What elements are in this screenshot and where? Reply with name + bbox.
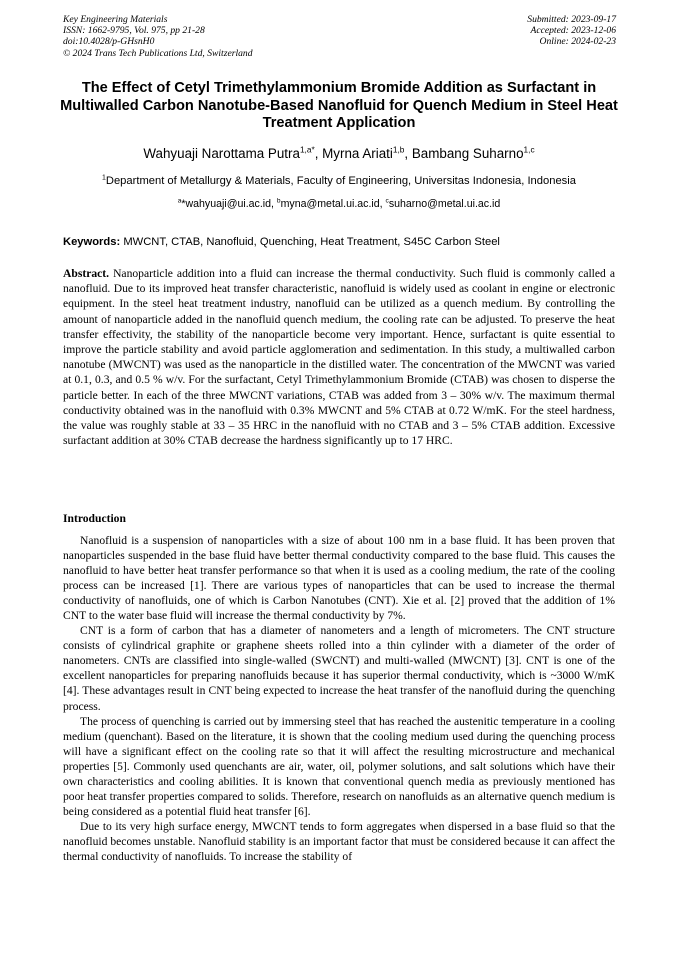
online-date: Online: 2024-02-23: [539, 36, 616, 48]
introduction-body: [63, 533, 615, 864]
author-emails: $^a$*wahyuaji@ui.ac.id, $^b$myna@metal.ui.ac.id, $^c$suharno@metal.ui.ac.id: [177, 197, 501, 210]
submitted-date: Submitted: 2023-09-17: [527, 14, 616, 25]
email-link[interactable]: suharno@metal.ui.ac.id: [388, 198, 501, 210]
journal-doi: doi:10.4028/p-GHsnH0: [63, 36, 155, 48]
author: Wahyuaji Narottama Putra$^{1,a*}$,: [143, 144, 323, 161]
author: Bambang Suharno$^{1,c}$: [411, 144, 535, 161]
keywords-label: Keywords:: [63, 236, 121, 248]
email-link[interactable]: myna@metal.ui.ac.id: [280, 198, 380, 210]
keywords: [63, 235, 619, 249]
paragraph: CNT is a form of carbon that has a diameter of nanometers and a length of micrometers. The CNT structure consists of cylindrical graphite or graphene sheets rolled into a thin cylinder with a diameter of the order of nanometers. CNTs are classified into single-walled (SWCNT) and multi-walled (MWCNT) [3]. CNT is one of the excellent nanoparticles for preparing nanofluids because it has superior thermal conductivity, which is ~3000 W/mK [4]. These advantages result in CNT being expected to increase the heat transfer of the nanofluid during the quenching process.: [63, 624, 615, 713]
keywords-list: MWCNT, CTAB, Nanofluid, Quenching, Heat Treatment, S45C Carbon Steel: [123, 236, 500, 248]
paragraph: The process of quenching is carried out by immersing steel that has reached the austenitic temperature in a cooling medium (quenchant). Based on the literature, it is shown that the cooling medium used during the quenching process will have a significant effect on the cooling rate so that it will affect the resulting microstructure and mechanical properties [5]. Commonly used quenchants are air, water, oil, polymer solutions, and salt solutions which have their own characteristics and cooling abilities. It is known that conventional quench media as previously mentioned has poor heat transfer properties compared to solids. Therefore, research on nanofluids as an alternative quench medium is being considered as a potential fluid heat transfer [6].: [63, 714, 615, 818]
abstract: [63, 266, 615, 448]
author: Myrna Ariati$^{1,b}$,: [322, 144, 412, 161]
journal-info: [63, 14, 253, 59]
paper-title: The Effect of Cetyl Trimethylammonium Bromide Addition as Surfactant in Multiwalled Carbon Nanotube-Based Nanofluid for Quench Medium in Steel Heat Treatment Application: [60, 80, 618, 132]
section-heading-introduction: Introduction: [63, 512, 126, 525]
abstract-text: Nanoparticle addition into a fluid can increase the thermal conductivity. Such fluid is commonly called a nanofluid. Due to its improved heat transfer characteristic, nanofluid is widely used as coolant in engine or electronic equipment. In the steel heat treatment industry, nanofluid can be utilized as a quench medium. By controlling the amount of nanoparticle added in the nanofluid quench medium, the cooling rate can be adjusted. To preserve the heat transfer effectivity, the stability of the nanoparticle become very important. Hence, surfactant is quite essential to improve the particle stability and avoid particle agglomeration and sedimentation. In this study, a multiwalled carbon nanotube (MWCNT) was used as the nanoparticle in the distilled water. The concentration of the MWCNT was varied at 0.1, 0.3, and 0.5 % w/v. For the surfactant, Cetyl Trimethylammonium Bromide (CTAB) was chosen to disperse the particle better. In each of the three MWCNT variations, CTAB was added from 3 – 30% w/v. The maximum thermal conductivity obtained was in the nanofluid with 0.3% MWCNT and 5% CTAB at 0.72 W/mK. For the steel hardness, the value was roughly stable at 33 – 35 HRC in the nanofluid with no CTAB and 3 – 5% CTAB addition. Excessive surfactant addition at 30% CTAB decrease the hardness significantly up to 17 HRC.: [63, 267, 615, 448]
publication-dates: [527, 14, 616, 48]
abstract-label: Abstract.: [63, 267, 110, 280]
paragraph: Due to its very high surface energy, MWCNT tends to form aggregates when dispersed in a base fluid so that the nanofluid becomes unstable. Nanofluid stability is an important factor that must be considered because it can affect the thermal conductivity of nanofluids. To increase the stability of: [63, 819, 615, 863]
journal-copyright: © 2024 Trans Tech Publications Ltd, Switzerland: [63, 47, 253, 59]
journal-name: Key Engineering Materials: [63, 14, 168, 25]
journal-issn: ISSN: 1662-9795, Vol. 975, pp 21-28: [63, 25, 205, 37]
paragraph: Nanofluid is a suspension of nanoparticles with a size of about 100 nm in a base fluid. It has been proven that nanoparticles suspended in the base fluid have better thermal conductivity compared to the base fluid. This causes the nanofluid to have better heat transfer performance so that when it is used as a cooling medium, the rate of the cooling process can be increased [1]. There are various types of nanoparticles that can be used to increase the thermal conductivity of nanofluids, one of which is Carbon Nanotubes (CNT). Xie et al. [2] proved that the addition of 1% CNT to the water base fluid will increase the thermal conductivity by 7%.: [63, 534, 615, 623]
accepted-date: Accepted: 2023-12-06: [530, 25, 616, 37]
author-list: [40, 146, 638, 162]
affiliation: $^1$Department of Metallurgy & Materials, Faculty of Engineering, Universitas Indonesia, Indonesia: [102, 174, 576, 187]
email-link[interactable]: *wahyuaji@ui.ac.id: [181, 198, 272, 210]
